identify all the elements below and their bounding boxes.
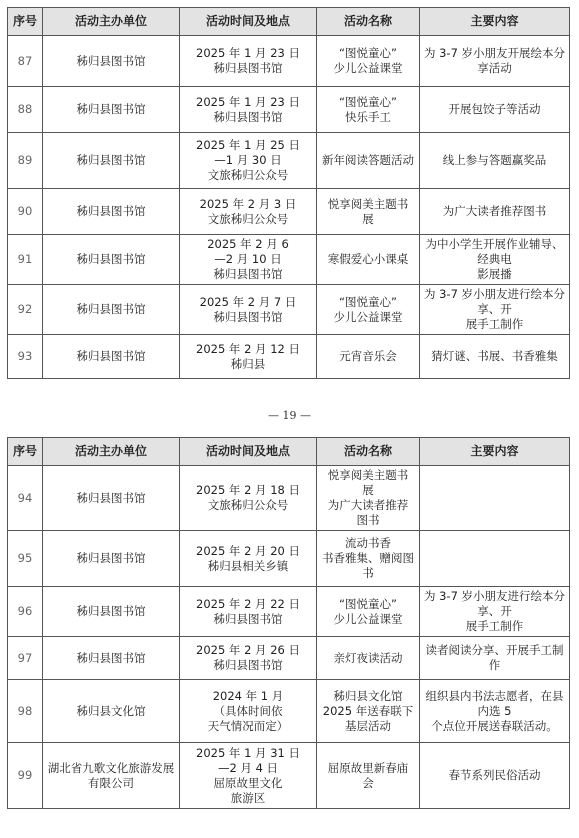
organizer-cell: 秭归县图书馆 [43,466,180,531]
time-location-cell-line: 秭归县图书馆 [213,611,283,626]
activity-name-cell [317,743,420,809]
activity-name-cell-line: 少儿公益课堂 [333,309,403,324]
main-content-cell-line: 展手工制作 [465,619,524,633]
time-location-cell-line: —2 月 10 日 [214,252,282,266]
main-content-cell-line: 展手工制作 [465,317,524,331]
time-location-cell-line: 2025 年 2 月 6 [207,237,289,251]
header-no: 序号 [8,438,43,466]
table-row [8,587,570,637]
time-location-cell [180,235,317,285]
activity-name-cell-line: 流动书香 [345,536,391,550]
activity-name-cell-line: 书香雅集、赠阅图 [322,551,414,565]
activity-name-cell-line: 展 [362,211,374,226]
main-content-cell-line: 开展包饺子等活动 [448,102,541,116]
main-content-cell-line: 为 3-7 岁小朋友进行绘本分享、开 [423,589,566,618]
activity-name-cell-line: 快乐手工 [345,109,391,124]
main-content-cell [420,637,570,680]
activity-name-cell-line: “图悦童心” [339,94,397,109]
activity-name-cell [317,466,420,531]
row-number: 88 [8,87,43,133]
main-content-cell [420,189,570,235]
main-content-cell [420,235,570,285]
time-location-cell [180,637,317,680]
activity-name-cell [317,36,420,87]
time-location-cell-line: 2025 年 2 月 12 日 [196,341,300,356]
time-location-cell-line: 文旅秭归公众号 [207,498,289,512]
organizer-cell: 湖北省九歌文化旅游发展有限公司 [43,743,180,809]
time-location-cell-line: 文旅秭归公众号 [207,168,289,182]
main-content-cell [420,285,570,335]
time-location-cell [180,680,317,743]
time-location-cell-line: 秭归县图书馆 [213,658,283,672]
activity-name-cell-line: 亲灯夜读活动 [333,650,403,665]
activity-name-cell-line: 图书 [356,513,380,527]
time-location-cell-line: 2025 年 1 月 23 日 [196,94,300,109]
time-location-cell-line: 秭归县 [230,356,266,371]
main-content-cell-line: 个点位开展送春联活动。 [431,718,558,733]
time-location-cell-line: 2025 年 2 月 20 日 [196,543,300,558]
header-org: 活动主办单位 [43,8,180,36]
main-content-cell-line: 为 3-7 岁小朋友开展绘本分享活动 [423,46,566,75]
time-location-cell [180,189,317,235]
activity-name-cell-line: 展 [362,483,374,497]
time-location-cell-line: 2025 年 1 月 25 日 [196,138,300,152]
activity-name-cell-line: 书 [362,566,374,580]
activity-name-cell-line: “图悦童心” [339,294,397,309]
organizer-cell: 秭归县图书馆 [43,531,180,587]
time-location-cell [180,133,317,189]
main-content-cell-line: 春节系列民俗活动 [448,768,541,782]
time-location-cell-line: 秭归县相关乡镇 [207,558,289,573]
time-location-cell-line: —2 月 4 日 [217,760,279,775]
activity-name-cell-line: “图悦童心” [339,46,397,60]
time-location-cell-line: （具体时间依 [213,703,283,718]
header-content: 主要内容 [420,438,570,466]
table-row [8,680,570,743]
time-location-cell-line: 文旅秭归公众号 [207,211,289,226]
activity-name-cell-line: 少儿公益课堂 [333,611,403,626]
row-number: 90 [8,189,43,235]
main-content-cell-line: 组织县内书法志愿者，在县内选 5 [425,688,564,718]
table-row [8,335,570,379]
header-time: 活动时间及地点 [180,8,317,36]
time-location-cell-line: 秭归县图书馆 [213,309,283,324]
table-row [8,189,570,235]
activity-name-cell [317,680,420,743]
time-location-cell-line: —1 月 30 日 [214,153,282,167]
main-content-cell [420,466,570,531]
header-name: 活动名称 [317,438,420,466]
time-location-cell [180,587,317,637]
activity-name-cell-line: 会 [362,775,374,790]
time-location-cell-line: 屈原故里文化 [213,775,283,790]
table-row [8,743,570,809]
organizer-cell: 秭归县图书馆 [43,637,180,680]
table-row [8,466,570,531]
main-content-cell-line: 读者阅读分享、开展手工制作 [425,643,564,672]
activity-name-cell-line: “图悦童心” [339,596,397,611]
time-location-cell-line: 秭归县图书馆 [213,109,283,124]
time-location-cell-line: 2025 年 2 月 26 日 [196,643,300,657]
activity-table-1 [7,7,570,379]
main-content-cell-line: 猜灯谜、书展、书香雅集 [431,349,558,363]
row-number: 94 [8,466,43,531]
time-location-cell-line: 秭归县图书馆 [213,61,283,75]
activity-name-cell-line: 新年阅读答题活动 [322,153,414,167]
table-row [8,133,570,189]
time-location-cell-line: 天气情况而定） [207,718,289,733]
activity-name-cell [317,335,420,379]
organizer-cell: 秭归县图书馆 [43,133,180,189]
time-location-cell [180,87,317,133]
row-number: 87 [8,36,43,87]
organizer-cell: 秭归县图书馆 [43,36,180,87]
organizer-cell: 秭归县图书馆 [43,587,180,637]
time-location-cell [180,531,317,587]
table-row [8,87,570,133]
activity-name-cell-line: 基层活动 [345,718,391,733]
organizer-cell: 秭归县图书馆 [43,87,180,133]
activity-name-cell-line: 少儿公益课堂 [333,61,403,75]
main-content-cell [420,87,570,133]
main-content-cell [420,133,570,189]
activity-name-cell [317,285,420,335]
activity-name-cell-line: 悦享阅美主题书 [327,468,409,482]
table-row [8,36,570,87]
activity-name-cell-line: 寒假爱心小课桌 [327,252,409,266]
header-org: 活动主办单位 [43,438,180,466]
activity-name-cell [317,87,420,133]
time-location-cell-line: 2025 年 2 月 18 日 [196,483,300,497]
main-content-cell-line: 为中小学生开展作业辅导、经典电 [425,237,564,266]
row-number: 91 [8,235,43,285]
header-content: 主要内容 [420,8,570,36]
row-number: 97 [8,637,43,680]
time-location-cell [180,466,317,531]
table-row [8,235,570,285]
table-header-row [8,8,570,36]
activity-name-cell [317,531,420,587]
main-content-cell [420,680,570,743]
main-content-cell-line: 为广大读者推荐图书 [442,204,547,218]
time-location-cell [180,335,317,379]
organizer-cell: 秭归县图书馆 [43,285,180,335]
activity-name-cell [317,235,420,285]
activity-name-cell [317,133,420,189]
activity-name-cell [317,189,420,235]
activity-name-cell [317,587,420,637]
main-content-cell [420,335,570,379]
time-location-cell-line: 2025 年 1 月 31 日 [196,745,300,760]
activity-name-cell-line: 悦享阅美主题书 [327,196,409,211]
time-location-cell [180,743,317,809]
main-content-cell-line: 线上参与答题赢奖品 [442,153,547,167]
activity-name-cell [317,637,420,680]
row-number: 98 [8,680,43,743]
activity-name-cell-line: 屈原故里新春庙 [327,760,409,775]
table-row [8,637,570,680]
activity-name-cell-line: 2025 年送春联下 [322,703,414,718]
row-number: 95 [8,531,43,587]
time-location-cell-line: 2025 年 1 月 23 日 [196,46,300,60]
page-number: — 19 — [268,409,311,422]
row-number: 99 [8,743,43,809]
main-content-cell [420,743,570,809]
time-location-cell-line: 2025 年 2 月 3 日 [199,196,297,211]
row-number: 93 [8,335,43,379]
activity-name-cell-line: 元宵音乐会 [339,349,397,363]
time-location-cell-line: 2025 年 2 月 7 日 [199,294,297,309]
table-row [8,285,570,335]
organizer-cell: 秭归县图书馆 [43,189,180,235]
header-no: 序号 [8,8,43,36]
time-location-cell [180,36,317,87]
organizer-cell: 秭归县图书馆 [43,335,180,379]
header-time: 活动时间及地点 [180,438,317,466]
main-content-cell [420,36,570,87]
time-location-cell-line: 2025 年 2 月 22 日 [196,596,300,611]
row-number: 92 [8,285,43,335]
main-content-cell-line: 影展播 [477,267,512,281]
time-location-cell-line: 秭归县图书馆 [213,267,283,281]
time-location-cell-line: 旅游区 [230,790,266,805]
organizer-cell: 秭归县文化馆 [43,680,180,743]
activity-name-cell-line: 为广大读者推荐 [327,498,409,512]
main-content-cell [420,587,570,637]
table-header-row [8,438,570,466]
row-number: 89 [8,133,43,189]
table-row [8,531,570,587]
time-location-cell [180,285,317,335]
activity-name-cell-line: 秭归县文化馆 [333,688,403,703]
main-content-cell [420,531,570,587]
activity-table-2 [7,437,570,809]
main-content-cell-line: 为 3-7 岁小朋友进行绘本分享、开 [423,287,566,316]
header-name: 活动名称 [317,8,420,36]
time-location-cell-line: 2024 年 1 月 [212,688,284,703]
row-number: 96 [8,587,43,637]
organizer-cell: 秭归县图书馆 [43,235,180,285]
